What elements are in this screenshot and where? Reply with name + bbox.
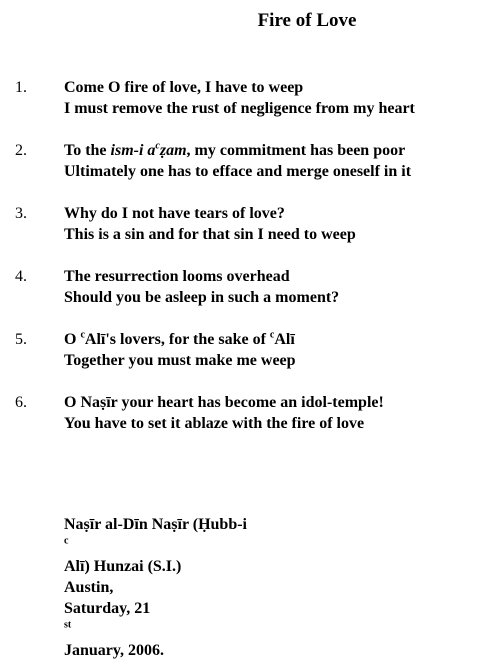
verse-5 — [0, 329, 491, 373]
author-name: Naṣīr al-Dīn Naṣīr (Ḥubb-i $^c$ Alī) Hunzai (S.I.) — [64, 516, 247, 575]
verse-number: 6. — [15, 394, 27, 411]
verse-lines — [64, 266, 339, 308]
verse-number: 5. — [15, 331, 27, 348]
verse-6 — [0, 392, 491, 436]
verse-lines — [64, 140, 411, 182]
verse-line: Together you must make me weep — [64, 352, 296, 369]
verse-1 — [0, 77, 491, 121]
verse-lines — [64, 77, 415, 119]
verse-line: Ultimately one has to efface and merge oneself in it — [64, 163, 412, 180]
verse-lines — [64, 203, 356, 245]
verse-line: I must remove the rust of negligence from my heart — [64, 100, 415, 117]
verse-line: The resurrection looms overhead — [64, 268, 290, 285]
verse-line: O $^c$Alī's lovers, for the sake of $^c$Alī — [64, 329, 295, 348]
verse-lines — [64, 392, 384, 434]
italic-term: ism-i $a^cẓam$ — [110, 140, 187, 159]
verse-line: Why do I not have tears of love? — [64, 205, 285, 222]
place: Austin, — [64, 579, 114, 596]
verse-line: You have to set it ablaze with the fire of love — [64, 415, 365, 432]
verse-number: 1. — [15, 79, 27, 96]
poem-title: Fire of Love — [257, 10, 357, 31]
date: Saturday, 21 $^{st}$ January, 2006. — [64, 600, 165, 659]
verse-line: Come O fire of love, I have to weep — [64, 79, 304, 96]
verse-4 — [0, 266, 491, 310]
verse-3 — [0, 203, 491, 247]
verse-line: Should you be asleep in such a moment? — [64, 289, 340, 306]
verse-number: 4. — [15, 268, 27, 285]
verse-line: O Naṣīr your heart has become an idol-temple! — [64, 394, 384, 411]
verse-line: This is a sin and for that sin I need to weep — [64, 226, 356, 243]
verse-2 — [0, 140, 491, 184]
verse-line: To the ism-i $a^cẓam$, my commitment has been poor — [64, 140, 406, 159]
verse-number: 2. — [15, 142, 27, 159]
verse-number: 3. — [15, 205, 27, 222]
verse-lines — [64, 329, 296, 371]
